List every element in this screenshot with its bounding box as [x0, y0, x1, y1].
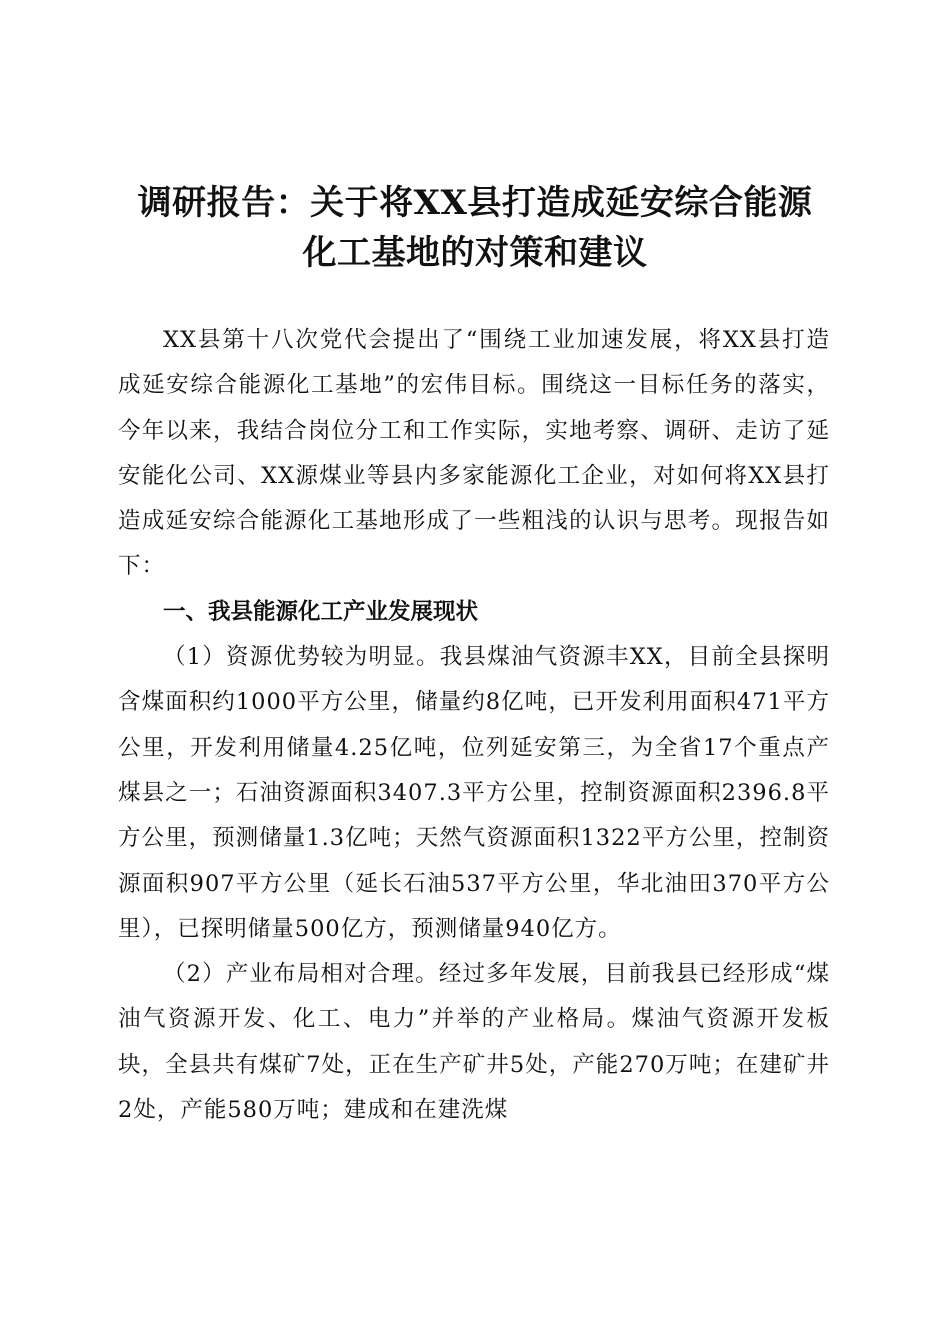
document-title: [110, 178, 840, 278]
title-line-1: 调研报告：关于将XX县打造成延安综合能源: [137, 183, 813, 223]
section-heading-1: 一、我县能源化工产业发展现状: [163, 598, 479, 625]
document-body: [118, 318, 830, 1133]
paragraph-industry-layout: （2）产业布局相对合理。经过多年发展，目前我县已经形成“煤油气资源开发、化工、电力”并举的产业格局。煤油气资源开发板块，全县共有煤矿7处，正在生产矿井5处，产能270万吨；在建矿井2处，产能580万吨；建成和在建洗煤: [118, 961, 830, 1124]
paragraph-resources: （1）资源优势较为明显。我县煤油气资源丰XX，目前全县探明含煤面积约1000平方公里，储量约8亿吨，已开发利用面积471平方公里，开发利用储量4.25亿吨，位列延安第三，为全省17个重点产煤县之一；石油资源面积3407.3平方公里，控制资源面积2396.8平方公里，预测储量1.3亿吨；天然气资源面积1322平方公里，控制资源面积907平方公里（延长石油537平方公里，华北油田370平方公里），已探明储量500亿方，预测储量940亿方。: [118, 644, 830, 942]
title-line-2: 化工基地的对策和建议: [302, 233, 648, 273]
intro-paragraph: XX县第十八次党代会提出了“围绕工业加速发展，将XX县打造成延安综合能源化工基地”的宏伟目标。围绕这一目标任务的落实，今年以来，我结合岗位分工和工作实际，实地考察、调研、走访了延安能化公司、XX源煤业等县内多家能源化工企业，对如何将XX县打造成延安综合能源化工基地形成了一些粗浅的认识与思考。现报告如下：: [118, 327, 830, 580]
